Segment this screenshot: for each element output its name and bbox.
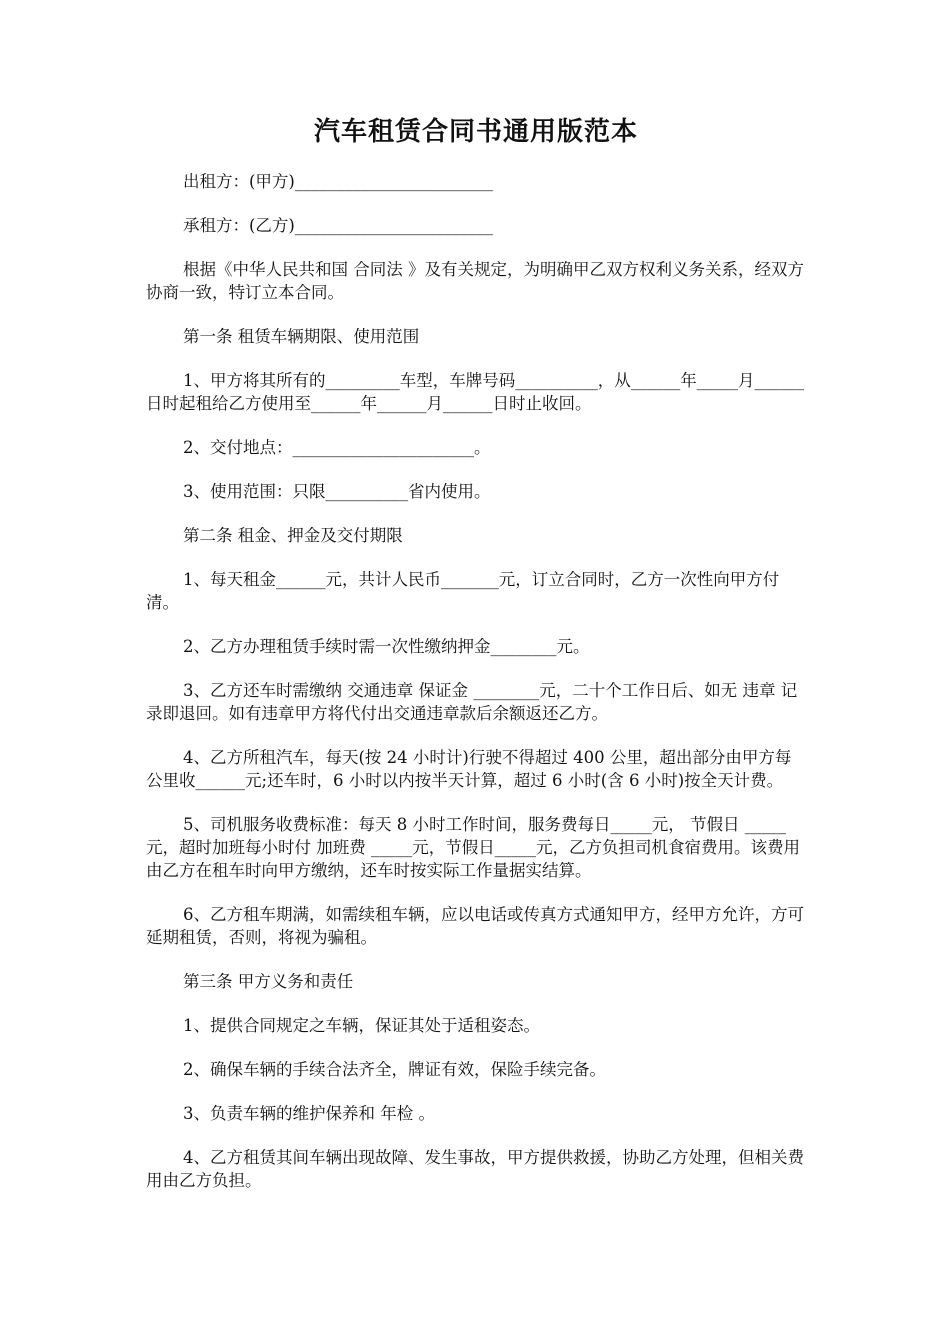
article-1-clause-1: 1、甲方将其所有的_________车型，车牌号码__________，从______年_____月______日时起租给乙方使用至______年______月______日时止收回。 (146, 371, 804, 413)
lessee-line: 承租方：(乙方)________________________ (183, 216, 493, 235)
article-2-clause-3: 3、乙方还车时需缴纳 交通违章 保证金 ________元，二十个工作日后、如无 违章 记录即退回。如有违章甲方将代付出交通违章款后余额返还乙方。 (146, 681, 798, 723)
article-1-clause-3: 3、使用范围：只限__________省内使用。 (183, 482, 491, 501)
article-3-clause-4: 4、乙方租赁其间车辆出现故障、发生事故，甲方提供救援，协助乙方处理，但相关费用由乙方负担。 (146, 1148, 804, 1190)
lessor-line: 出租方：(甲方)________________________ (183, 172, 493, 191)
article-3-heading: 第三条 甲方义务和责任 (183, 972, 354, 991)
article-2-clause-4: 4、乙方所租汽车，每天(按 24 小时计)行驶不得超过 400 公里，超出部分由甲方每公里收______元;还车时，6 小时以内按半天计算，超过 6 小时(含 6 小时)按全天计费。 (146, 748, 792, 790)
document-title: 汽车租赁合同书通用版范本 (313, 117, 638, 147)
article-2-clause-5: 5、司机服务收费标准：每天 8 小时工作时间，服务费每日_____元， 节假日 _____元，超时加班每小时付 加班费 _____元，节假日_____元，乙方负担司机食宿费用。该费用由乙方在租车时向甲方缴纳，还车时按实际工作量据实结算。 (146, 815, 800, 880)
article-2-heading: 第二条 租金、押金及交付期限 (183, 526, 403, 545)
article-3-clause-1: 1、提供合同规定之车辆，保证其处于适租姿态。 (183, 1016, 540, 1035)
article-2-clause-1: 1、每天租金______元，共计人民币_______元，订立合同时，乙方一次性向甲方付清。 (146, 570, 780, 612)
article-3-clause-3: 3、负责车辆的维护保养和 年检 。 (183, 1104, 435, 1123)
article-1-heading: 第一条 租赁车辆期限、使用范围 (183, 327, 420, 346)
article-2-clause-6: 6、乙方租车期满，如需续租车辆，应以电话或传真方式通知甲方，经甲方允许，方可延期租赁，否则，将视为骗租。 (146, 905, 804, 947)
article-1-clause-2: 2、交付地点：______________________。 (183, 438, 491, 457)
preamble-paragraph: 根据《中华人民共和国 合同法 》及有关规定，为明确甲乙双方权利义务关系，经双方协商一致，特订立本合同。 (146, 260, 804, 302)
article-3-clause-2: 2、确保车辆的手续合法齐全，牌证有效，保险手续完备。 (183, 1060, 606, 1079)
article-2-clause-2: 2、乙方办理租赁手续时需一次性缴纳押金________元。 (183, 637, 590, 656)
document-page (146, 112, 806, 1213)
